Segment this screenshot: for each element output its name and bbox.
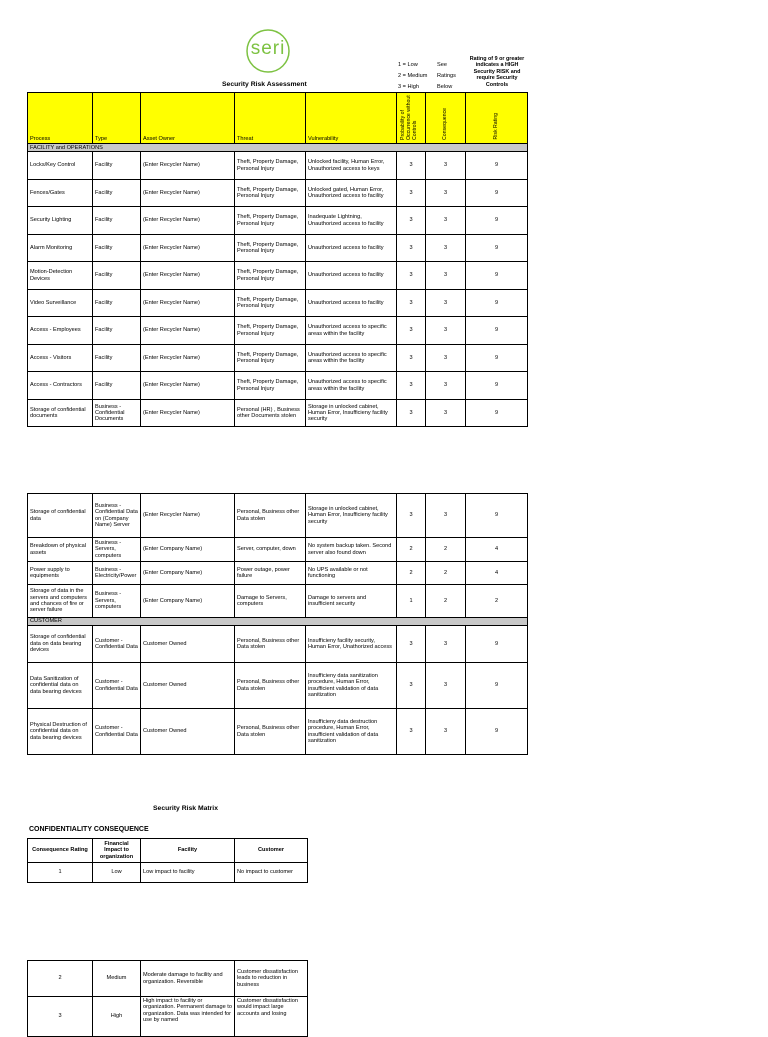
table-cell-type: Facility — [93, 262, 141, 290]
legend-medium: 2 = Medium — [398, 73, 428, 79]
table-cell-r: 9 — [466, 626, 528, 663]
matrix-cell: 3 — [28, 997, 93, 1037]
table-cell-c: 3 — [426, 262, 466, 290]
matrix-header-customer: Customer — [235, 839, 308, 863]
table-cell-type: Facility — [93, 179, 141, 207]
table-cell-r: 4 — [466, 538, 528, 562]
risk-table-1 — [27, 92, 528, 427]
table-cell-vuln: Unauthorized access to facility — [306, 289, 397, 317]
risk-table-2 — [27, 493, 528, 755]
matrix-cell: Low — [93, 863, 141, 883]
table-cell-threat: Theft, Property Damage, Personal Injury — [235, 234, 306, 262]
table-cell-process: Motion-Detection Devices — [28, 262, 93, 290]
table-cell-p: 1 — [397, 585, 426, 618]
table-cell-type: Facility — [93, 289, 141, 317]
table-cell-type: Facility — [93, 152, 141, 180]
table-cell-c: 3 — [426, 179, 466, 207]
table-cell-type: Business - Confidential Documents — [93, 399, 141, 427]
table-cell-type: Facility — [93, 317, 141, 345]
table-cell-process: Storage of confidential data on data bearing devices — [28, 626, 93, 663]
table-cell-type: Customer - Confidential Data — [93, 626, 141, 663]
table-cell-c: 3 — [426, 289, 466, 317]
matrix-cell: High impact to facility or organization. Permanent damage to organization. Data was intended for use by named — [141, 997, 235, 1037]
table-cell-vuln: Unauthorized access to specific areas within the facility — [306, 372, 397, 400]
table-cell-process: Locks/Key Control — [28, 152, 93, 180]
table-cell-r: 9 — [466, 262, 528, 290]
table-cell-vuln: Insufficieny data sanitization procedure, Human Error, insufficient validation of data sanitization — [306, 663, 397, 709]
table-row — [28, 152, 528, 180]
table-cell-process: Access - Visitors — [28, 344, 93, 372]
matrix-cell: No impact to customer — [235, 863, 308, 883]
table-row — [28, 234, 528, 262]
table-row — [28, 289, 528, 317]
table-row — [28, 709, 528, 755]
table-cell-r: 9 — [466, 709, 528, 755]
table-cell-p: 3 — [397, 234, 426, 262]
table-cell-type: Customer - Confidential Data — [93, 663, 141, 709]
table-cell-owner: Customer Owned — [141, 709, 235, 755]
table-cell-threat: Theft, Property Damage, Personal Injury — [235, 289, 306, 317]
table-cell-type: Facility — [93, 234, 141, 262]
table-cell-p: 3 — [397, 289, 426, 317]
matrix-header-financial: Financial Impact to organization — [93, 839, 141, 863]
table-cell-c: 3 — [426, 152, 466, 180]
table-cell-r: 9 — [466, 234, 528, 262]
table-cell-r: 9 — [466, 317, 528, 345]
risk-table-1-body — [28, 152, 528, 427]
table-cell-r: 9 — [466, 152, 528, 180]
table-cell-process: Storage of confidential documents — [28, 399, 93, 427]
table-cell-process: Breakdown of physical assets — [28, 538, 93, 562]
table-cell-p: 3 — [397, 344, 426, 372]
table-cell-p: 3 — [397, 207, 426, 235]
table-cell-p: 3 — [397, 494, 426, 538]
table-cell-threat: Theft, Property Damage, Personal Injury — [235, 317, 306, 345]
table-cell-process: Video Surveillance — [28, 289, 93, 317]
header-process: Process — [28, 93, 93, 144]
table-cell-type: Facility — [93, 344, 141, 372]
table-cell-threat: Personal, Business other Data stolen — [235, 663, 306, 709]
table-cell-process: Alarm Monitoring — [28, 234, 93, 262]
table-cell-owner: (Enter Company Name) — [141, 538, 235, 562]
table-row — [28, 207, 528, 235]
table-cell-vuln: Unauthorized access to facility — [306, 234, 397, 262]
legend-see — [437, 60, 456, 93]
table-cell-type: Business - Confidential Data on (Company Name) Server — [93, 494, 141, 538]
legend-see-3: Below — [437, 84, 453, 90]
table-cell-p: 3 — [397, 179, 426, 207]
table-cell-c: 3 — [426, 626, 466, 663]
matrix-cell: Low impact to facility — [141, 863, 235, 883]
legend-note: Rating of 9 or greater indicates a HIGH Security RISK and require Security Controls — [469, 56, 525, 88]
table-cell-threat: Personal, Business other Data stolen — [235, 709, 306, 755]
table-cell-type: Facility — [93, 207, 141, 235]
table-cell-vuln: Storage in unlocked cabinet, Human Error, Insufficieny facility security — [306, 399, 397, 427]
table-row — [28, 494, 528, 538]
table-cell-p: 2 — [397, 562, 426, 585]
matrix-cell: Moderate damage to facility and organization. Reversible — [141, 961, 235, 997]
table-cell-owner: (Enter Recycler Name) — [141, 399, 235, 427]
table-cell-vuln: No UPS available or not functioning — [306, 562, 397, 585]
table-cell-r: 9 — [466, 399, 528, 427]
table-cell-owner: (Enter Recycler Name) — [141, 179, 235, 207]
table-cell-vuln: Unauthorized access to specific areas within the facility — [306, 317, 397, 345]
table-cell-process: Data Sanitization of confidential data on data bearing devices — [28, 663, 93, 709]
matrix-title: Security Risk Matrix — [153, 805, 218, 812]
table-row — [28, 626, 528, 663]
table-cell-r: 2 — [466, 585, 528, 618]
table-row — [28, 399, 528, 427]
header-threat: Threat — [235, 93, 306, 144]
table-cell-process: Power supply to equipments — [28, 562, 93, 585]
table-cell-c: 2 — [426, 562, 466, 585]
legend-see-1: See — [437, 62, 447, 68]
matrix-subtitle: CONFIDENTIALITY CONSEQUENCE — [29, 826, 149, 833]
header-vulnerability: Vulnerability — [306, 93, 397, 144]
table-cell-type: Facility — [93, 372, 141, 400]
matrix-header-facility: Facility — [141, 839, 235, 863]
table-cell-threat: Theft, Property Damage, Personal Injury — [235, 207, 306, 235]
matrix-cell: Customer dissatisfaction would impact large accounts and losing — [235, 997, 308, 1037]
header-owner: Asset Owner — [141, 93, 235, 144]
table-cell-vuln: Insufficieny facility security, Human Error, Unathorized access — [306, 626, 397, 663]
table-cell-type: Business - Servers, computers — [93, 538, 141, 562]
table-cell-threat: Theft, Property Damage, Personal Injury — [235, 262, 306, 290]
table-cell-c: 3 — [426, 372, 466, 400]
table-cell-c: 2 — [426, 585, 466, 618]
legend-scale — [398, 60, 427, 93]
table-cell-r: 9 — [466, 179, 528, 207]
table-cell-threat: Theft, Property Damage, Personal Injury — [235, 344, 306, 372]
table-cell-p: 3 — [397, 317, 426, 345]
table-cell-c: 3 — [426, 663, 466, 709]
table-cell-process: Storage of confidential data — [28, 494, 93, 538]
table-cell-threat: Server, computer, down — [235, 538, 306, 562]
matrix-cell: High — [93, 997, 141, 1037]
table-cell-vuln: Damage to servers and insufficient security — [306, 585, 397, 618]
table-cell-owner: (Enter Recycler Name) — [141, 372, 235, 400]
table-cell-c: 3 — [426, 399, 466, 427]
table-cell-vuln: Inadequate Lightning, Unauthorized access to facility — [306, 207, 397, 235]
table-cell-r: 9 — [466, 663, 528, 709]
header-consequence-text: Consequence — [441, 107, 448, 140]
table-cell-type: Business - Electricity/Power — [93, 562, 141, 585]
table-cell-vuln: Unlocked facility, Human Error, Unauthorized access to keys — [306, 152, 397, 180]
table-cell-process: Physical Destruction of confidential data on data bearing devices — [28, 709, 93, 755]
table-cell-c: 3 — [426, 234, 466, 262]
table-cell-owner: Customer Owned — [141, 626, 235, 663]
table-cell-p: 3 — [397, 152, 426, 180]
table-row — [28, 317, 528, 345]
table-cell-vuln: Storage in unlocked cabinet, Human Error, Insufficieny facility security — [306, 494, 397, 538]
table-cell-r: 9 — [466, 207, 528, 235]
table-cell-r: 9 — [466, 494, 528, 538]
matrix-header-rating: Consequence Rating — [28, 839, 93, 863]
matrix-table-2 — [27, 960, 308, 1037]
table-cell-c: 2 — [426, 538, 466, 562]
table-cell-owner: (Enter Recycler Name) — [141, 207, 235, 235]
table-cell-vuln: Unlocked gated, Human Error, Unauthorized access to facility — [306, 179, 397, 207]
table-cell-threat: Theft, Property Damage, Personal Injury — [235, 372, 306, 400]
risk-table-2b-body — [28, 626, 528, 755]
logo-text: seri — [250, 38, 286, 59]
table-cell-c: 3 — [426, 344, 466, 372]
header-consequence — [426, 93, 466, 144]
table-cell-p: 3 — [397, 372, 426, 400]
matrix-cell: Customer dissatisfaction leads to reduction in business — [235, 961, 308, 997]
table-cell-p: 3 — [397, 262, 426, 290]
page-title: Security Risk Assessment — [222, 81, 307, 88]
table-cell-r: 9 — [466, 289, 528, 317]
table-row — [28, 262, 528, 290]
header-probability — [397, 93, 426, 144]
table-row — [28, 344, 528, 372]
table-cell-process: Access - Employees — [28, 317, 93, 345]
header-type: Type — [93, 93, 141, 144]
table-cell-process: Security Lighting — [28, 207, 93, 235]
table-cell-p: 3 — [397, 626, 426, 663]
table-cell-threat: Personal, Business other Data stolen — [235, 494, 306, 538]
header-risk — [466, 93, 528, 144]
table-cell-owner: (Enter Company Name) — [141, 585, 235, 618]
table-cell-threat: Theft, Property Damage, Personal Injury — [235, 152, 306, 180]
section-customer: CUSTOMER — [28, 618, 528, 626]
table-cell-threat: Personal, Business other Data stolen — [235, 626, 306, 663]
table-cell-process: Access - Contractors — [28, 372, 93, 400]
table-cell-r: 4 — [466, 562, 528, 585]
table-cell-r: 9 — [466, 372, 528, 400]
legend-low: 1 = Low — [398, 62, 418, 68]
table-cell-vuln: Insufficieny data destruction procedure, Human Error, insufficient validation of data sanitization — [306, 709, 397, 755]
legend-see-2: Ratings — [437, 73, 456, 79]
table-cell-owner: (Enter Recycler Name) — [141, 344, 235, 372]
table-cell-process: Storage of data in the servers and computers and chances of fire or server failure — [28, 585, 93, 618]
table-cell-threat: Personal (HR) , Business other Documents stolen — [235, 399, 306, 427]
table-cell-c: 3 — [426, 709, 466, 755]
table-cell-threat: Power outage, power failure — [235, 562, 306, 585]
table-cell-p: 3 — [397, 663, 426, 709]
table-cell-owner: (Enter Recycler Name) — [141, 234, 235, 262]
table-row — [28, 562, 528, 585]
legend-high: 3 = High — [398, 84, 419, 90]
section-facility: FACILITY and OPERATIONS — [28, 144, 528, 152]
table-row — [28, 663, 528, 709]
table-cell-process: Fences/Gates — [28, 179, 93, 207]
matrix-table-1 — [27, 838, 308, 883]
table-cell-c: 3 — [426, 317, 466, 345]
table-row — [28, 372, 528, 400]
table-cell-owner: Customer Owned — [141, 663, 235, 709]
table-cell-c: 3 — [426, 207, 466, 235]
matrix-cell: Medium — [93, 961, 141, 997]
table-row — [28, 179, 528, 207]
table-cell-threat: Theft, Property Damage, Personal Injury — [235, 179, 306, 207]
table-cell-type: Customer - Confidential Data — [93, 709, 141, 755]
matrix-cell: 2 — [28, 961, 93, 997]
table-cell-p: 3 — [397, 709, 426, 755]
table-cell-p: 2 — [397, 538, 426, 562]
table-cell-vuln: Unauthorized access to specific areas within the facility — [306, 344, 397, 372]
table-cell-threat: Damage to Servers, computers — [235, 585, 306, 618]
table-cell-owner: (Enter Recycler Name) — [141, 289, 235, 317]
table-cell-type: Business - Servers, computers — [93, 585, 141, 618]
table-cell-owner: (Enter Company Name) — [141, 562, 235, 585]
table-cell-owner: (Enter Recycler Name) — [141, 262, 235, 290]
seri-logo — [242, 28, 294, 74]
table-cell-vuln: No system backup taken. Second server also found down — [306, 538, 397, 562]
table-cell-c: 3 — [426, 494, 466, 538]
table-cell-r: 9 — [466, 344, 528, 372]
matrix-cell: 1 — [28, 863, 93, 883]
table-row — [28, 538, 528, 562]
table-cell-owner: (Enter Recycler Name) — [141, 494, 235, 538]
risk-table-2a-body — [28, 494, 528, 618]
header-risk-text: Risk Rating — [492, 113, 499, 140]
table-cell-p: 3 — [397, 399, 426, 427]
table-cell-owner: (Enter Recycler Name) — [141, 317, 235, 345]
header-probability-text: Probability of Occurrence without Controls — [400, 95, 418, 140]
table-row — [28, 585, 528, 618]
table-cell-vuln: Unauthorized access to facility — [306, 262, 397, 290]
table-cell-owner: (Enter Recycler Name) — [141, 152, 235, 180]
